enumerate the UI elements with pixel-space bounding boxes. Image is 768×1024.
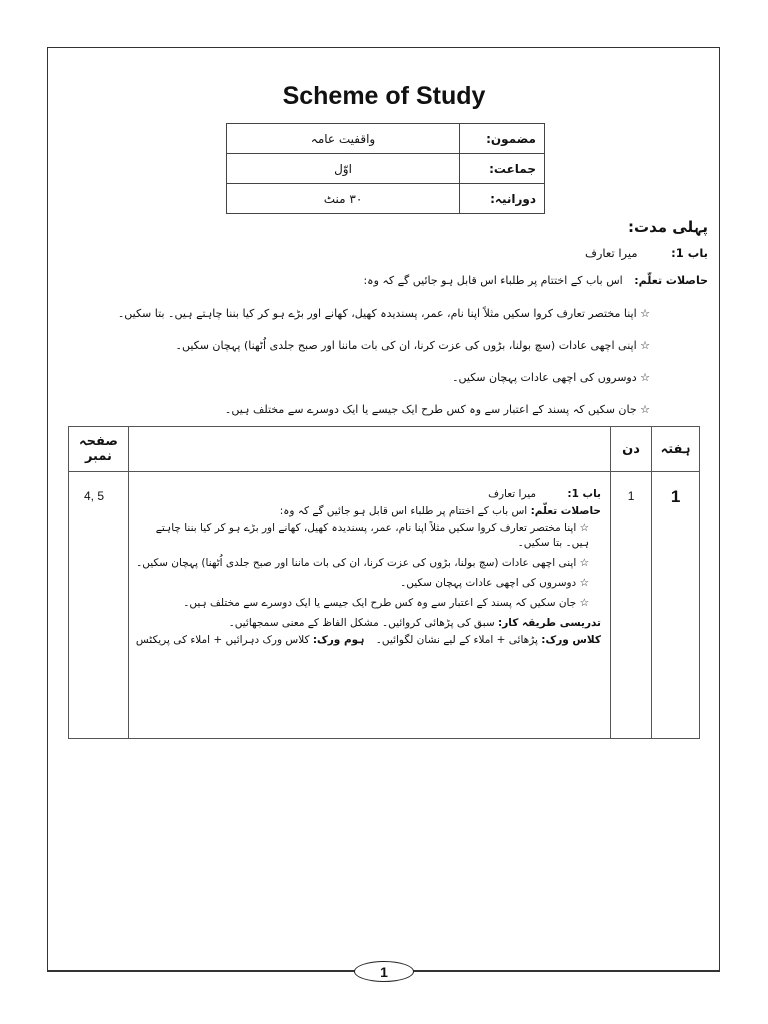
teaching-method-label: تدریسی طریقہ کار:	[498, 617, 601, 630]
subject-value: واقفیت عامہ	[227, 124, 460, 154]
page-ref-cell	[69, 472, 129, 739]
duration-row	[227, 184, 545, 214]
content-header	[128, 427, 610, 472]
lesson-outcomes	[136, 504, 601, 518]
lesson-outcome-item: ☆ دوسروں کی اچھی عادات پہچان سکیں۔	[400, 576, 589, 589]
lesson-outcome-item: ☆ جان سکیں کہ پسند کے اعتبار سے وہ کس طرح ایک جیسے یا ایک دوسرے سے مختلف ہیں۔	[183, 597, 589, 610]
outcomes-label: حاصلات تعلّم:	[634, 274, 708, 287]
class-value: اوّل	[227, 154, 460, 184]
lesson-chapter-title: میرا تعارف	[488, 488, 537, 500]
outcome-list	[110, 305, 650, 433]
lesson-outcome-item: ☆ اپنا مختصر تعارف کروا سکیں مثلاً اپنا نام، عمر، پسندیدہ کھیل، کھانے اور بڑے ہو کر کیا بننا چاہتے ہیں۔ بتا سکیں۔	[155, 522, 589, 549]
page-title: Scheme of Study	[282, 82, 486, 110]
lesson-chapter	[136, 487, 601, 501]
outcome-item: ☆ جان سکیں کہ پسند کے اعتبار سے وہ کس طرح ایک جیسے یا ایک دوسرے سے مختلف ہیں۔	[224, 403, 650, 416]
lesson-content-cell	[128, 472, 610, 739]
chapter-heading	[288, 246, 708, 260]
plan-row	[69, 472, 700, 739]
class-row	[227, 154, 545, 184]
subject-row	[227, 124, 545, 154]
outcomes-intro: اس باب کے اختتام پر طلباء اس قابل ہو جائیں گے کہ وہ:	[363, 274, 623, 287]
classwork-homework	[136, 633, 601, 647]
chapter-label: باب 1:	[671, 246, 708, 260]
term-heading: پہلی مدت:	[628, 218, 708, 236]
homework-label: ہوم ورک:	[312, 634, 365, 647]
duration-label: دورانیہ:	[460, 184, 545, 214]
subject-label: مضمون:	[460, 124, 545, 154]
outcome-item: ☆ اپنی اچھی عادات (سچ بولنا، بڑوں کی عزت کرنا، ان کی بات ماننا اور صبح جلدی اُٹھنا) پہچان سکیں۔	[175, 339, 650, 352]
homework-text: کلاس ورک دہرائیں + املاء کی پریکٹس	[135, 634, 310, 647]
page-header: صفحہ نمبر	[69, 427, 129, 472]
teaching-method	[136, 616, 601, 630]
lesson-outcomes-label: حاصلات تعلّم:	[530, 505, 601, 518]
class-label: جماعت:	[460, 154, 545, 184]
week-number: 1	[670, 487, 681, 506]
weekly-plan-table	[68, 426, 700, 739]
subject-info-table	[226, 123, 545, 214]
chapter-title: میرا تعارف	[584, 246, 638, 260]
lesson-outcome-item: ☆ اپنی اچھی عادات (سچ بولنا، بڑوں کی عزت کرنا، ان کی بات ماننا اور صبح جلدی اُٹھنا) پہچان سکیں۔	[136, 556, 589, 569]
outcome-item: ☆ دوسروں کی اچھی عادات پہچان سکیں۔	[452, 371, 650, 384]
page-number: 1	[354, 961, 414, 982]
teaching-method-text: سبق کی پڑھائی کروائیں۔ مشکل الفاظ کے معنی سمجھائیں۔	[228, 617, 495, 630]
classwork-text: پڑھائی + املاء کے لیے نشان لگوائیں۔	[375, 634, 538, 647]
day-cell	[611, 472, 652, 739]
week-cell	[652, 472, 700, 739]
day-number: 1	[627, 489, 635, 503]
day-header: دن	[611, 427, 652, 472]
duration-value: ۳۰ منٹ	[227, 184, 460, 214]
learning-outcomes	[108, 274, 708, 287]
plan-header-row	[69, 427, 700, 472]
page-reference: 4, 5	[84, 489, 105, 503]
lesson-chapter-label: باب 1:	[567, 488, 601, 500]
classwork-label: کلاس ورک:	[541, 634, 601, 647]
outcome-item: ☆ اپنا مختصر تعارف کروا سکیں مثلاً اپنا نام، عمر، پسندیدہ کھیل، کھانے اور بڑے ہو کر کیا بننا چاہتے ہیں۔ بتا سکیں۔	[117, 307, 650, 320]
week-header: ہفتہ	[652, 427, 700, 472]
lesson-outcomes-intro: اس باب کے اختتام پر طلباء اس قابل ہو جائیں گے کہ وہ:	[279, 505, 528, 518]
